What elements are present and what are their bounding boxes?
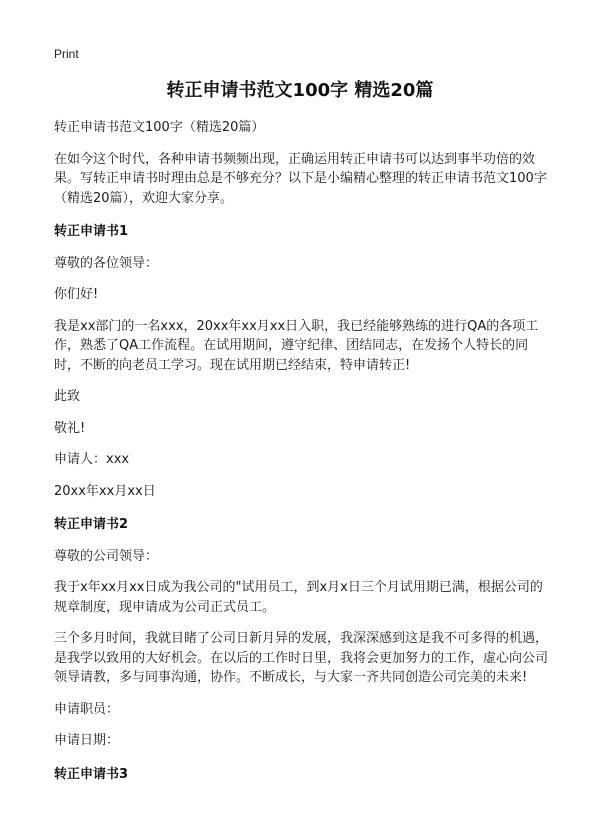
section-2-paragraph: 三个多月时间，我就目睹了公司日新月异的发展，我深深感到这是我不可多得的机遇，是我学以致用的大好机会。在以后的工作时日里，我将会更加努力的工作，虚心向公司领导请教，多与同事沟通，协作。不断成长，与大家一齐共同创造公司完美的未来! bbox=[54, 631, 549, 685]
section-2-paragraph: 申请职员： bbox=[54, 701, 120, 717]
document-subtitle: 转正申请书范文100字（精选20篇） bbox=[54, 120, 265, 135]
section-1-paragraph: 我是xx部门的一名xxx，20xx年xx月xx日入职，我已经能够熟练的进行QA的各项工作，熟悉了QA工作流程。在试用期间，遵守纪律、团结同志，在发扬个人特长的同时，不断的向老员工学习。现在试用期已经结束，特申请转正! bbox=[54, 318, 539, 373]
section-heading-2: 转正申请书2 bbox=[54, 517, 129, 532]
intro-paragraph: 在如今这个时代，各种申请书频频出现，正确运用转正申请书可以达到事半功倍的效果。写转正申请书时理由总是不够充分？以下是小编精心整理的转正申请书范文100字（精选20篇），欢迎大家分享。 bbox=[54, 151, 547, 206]
section-1-paragraph: 你们好! bbox=[54, 287, 99, 302]
print-label[interactable]: Print bbox=[54, 47, 79, 61]
section-2-paragraph: 尊敬的公司领导： bbox=[54, 548, 159, 564]
section-heading-3: 转正申请书3 bbox=[54, 766, 129, 782]
section-1-paragraph: 此致 bbox=[54, 389, 81, 404]
section-1-paragraph: 敬礼! bbox=[54, 420, 86, 436]
section-1-paragraph: 申请人：xxx bbox=[54, 452, 130, 467]
document-body bbox=[54, 118, 548, 784]
section-1-paragraph: 尊敬的各位领导： bbox=[54, 255, 159, 271]
section-2-paragraph: 我于x年xx月xx日成为我公司的"试用员工，到x月x日三个月试用期已满，根据公司的规章制度，现申请成为公司正式员工。 bbox=[54, 580, 543, 615]
section-2-paragraph: 申请日期： bbox=[54, 733, 120, 748]
section-heading-1: 转正申请书1 bbox=[54, 224, 129, 239]
page-title: 转正申请书范文100字 精选20篇 bbox=[166, 80, 434, 101]
section-1-paragraph: 20xx年xx月xx日 bbox=[54, 483, 156, 499]
